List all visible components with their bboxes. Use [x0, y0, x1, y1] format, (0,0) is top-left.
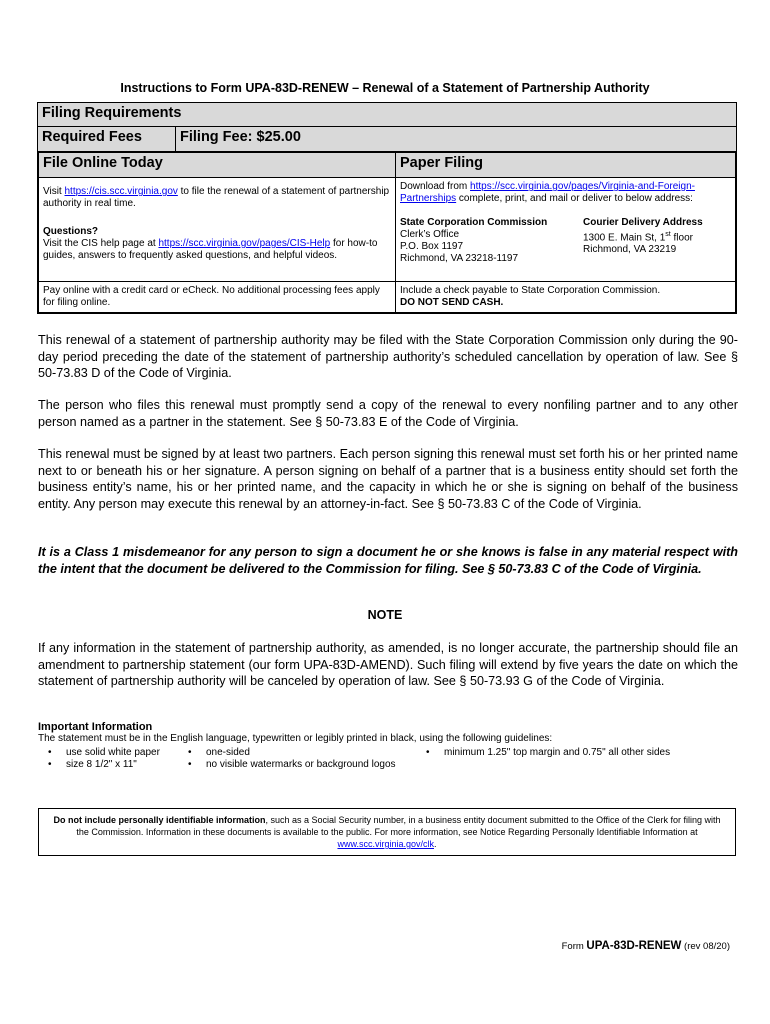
list-item: • use solid white paper	[48, 747, 160, 758]
scc-address-line: Richmond, VA 23218-1197	[400, 253, 519, 264]
list-item: • one-sided	[188, 747, 250, 758]
courier-address-line: 1300 E. Main St, 1st floor	[583, 231, 693, 244]
note-paragraph: If any information in the statement of partnership authority, as amended, is no longer accurate, the partnership should file an amendment to partnership statement (our form UPA-83D-AMEND). Such filing will extend by five years the date on which the statement of partnership authority will be canceled by operation of law. See § 50-73.93 G of the Code of Virginia.	[38, 641, 738, 688]
cis-help-link[interactable]: https://scc.virginia.gov/pages/CIS-Help	[158, 238, 331, 249]
list-item: • size 8 1/2" x 11"	[48, 759, 137, 770]
page-title: Instructions to Form UPA-83D-RENEW – Renewal of a Statement of Partnership Authority	[120, 81, 650, 95]
check-instruction: Include a check payable to State Corporation Commission.	[400, 285, 661, 296]
scc-address	[400, 217, 583, 265]
important-information	[38, 721, 738, 771]
filing-requirements-table	[37, 102, 737, 314]
pii-notice: Do not include personally identifiable information, such as a Social Security number, in a business entity document submitted to the Office of the Clerk for filing with the Commission. Information in these documents is available to the public. For more information, see Notice Regarding Personally Identifiable Information at www.scc.virginia.gov/clk.	[38, 808, 736, 856]
important-heading: Important Information	[38, 721, 153, 733]
renewal-period-paragraph: This renewal of a statement of partnership authority may be filed with the State Corporation Commission only during the 90-day period preceding the date of the statement of partnership authority’s scheduled cancellation by operation of law. See § 50-73.83 D of the Code of Virginia.	[38, 333, 738, 380]
cis-link[interactable]: https://cis.scc.virginia.gov	[64, 186, 178, 197]
scc-address-heading: State Corporation Commission	[400, 217, 548, 228]
online-cell	[39, 178, 396, 282]
online-visit-text: Visit https://cis.scc.virginia.gov to file the renewal of a statement of partnership authority in real time.	[43, 186, 390, 209]
scc-address-line: Clerk’s Office	[400, 229, 460, 240]
no-cash-warning: DO NOT SEND CASH.	[400, 297, 504, 308]
required-fees-label: Required Fees	[38, 127, 176, 152]
filing-requirements-heading: Filing Requirements	[38, 103, 737, 127]
important-intro: The statement must be in the English language, typewritten or legibly printed in black, using the following guidelines:	[38, 733, 553, 744]
file-online-heading: File Online Today	[39, 153, 396, 178]
clerk-link[interactable]: www.scc.virginia.gov/clk	[337, 839, 434, 849]
copy-requirement-paragraph: The person who files this renewal must promptly send a copy of the renewal to every nonfiling partner and to any other person named as a partner in the statement. See § 50-73.83 E of the Code of Virginia.	[38, 398, 738, 429]
note-heading: NOTE	[367, 608, 403, 622]
courier-address	[583, 217, 703, 265]
form-footer: Form UPA-83D-RENEW (rev 08/20)	[561, 940, 730, 952]
misdemeanor-warning: It is a Class 1 misdemeanor for any person to sign a document he or she knows is false in any material respect with the intent that the document be delivered to the Commission for filing. See § 50-73.83 C of the Code of Virginia.	[38, 545, 738, 576]
filing-fee-value: Filing Fee: $25.00	[176, 127, 737, 152]
paper-cell	[396, 178, 736, 282]
courier-address-line: Richmond, VA 23219	[583, 244, 677, 256]
mailing-addresses	[400, 217, 731, 265]
scc-address-line: P.O. Box 1197	[400, 241, 464, 252]
online-help-text: Visit the CIS help page at https://scc.virginia.gov/pages/CIS-Help for how-to guides, answers to frequently asked questions, and helpful videos.	[43, 238, 378, 261]
signature-paragraph: This renewal must be signed by at least two partners. Each person signing this renewal must set forth his or her printed name next to or beneath his or her signature. A person signing on behalf of a partner that is a business entity should set forth the business entity’s name, his or her printed name, and the capacity in which he or she is signing on behalf of the business entity. Any person may execute this renewal by an attorney-in-fact. See § 50-73.83 C of the Code of Virginia.	[38, 447, 738, 511]
paper-download-text: Download from https://scc.virginia.gov/pages/Virginia-and-Foreign-Partnerships complete, print, and mail or deliver to below address:	[400, 181, 695, 204]
list-item: • no visible watermarks or background logos	[188, 759, 396, 770]
courier-address-heading: Courier Delivery Address	[583, 217, 703, 228]
paper-payment-text	[396, 282, 736, 313]
online-payment-text: Pay online with a credit card or eCheck. No additional processing fees apply for filing online.	[39, 282, 396, 313]
partnerships-link[interactable]: https://scc.virginia.gov/pages/Virginia-and-Foreign-Partnerships	[400, 181, 695, 204]
questions-heading: Questions?	[43, 226, 99, 237]
list-item: • minimum 1.25" top margin and 0.75" all other sides	[426, 747, 671, 758]
paper-filing-heading: Paper Filing	[396, 153, 736, 178]
guidelines-list	[38, 747, 738, 771]
